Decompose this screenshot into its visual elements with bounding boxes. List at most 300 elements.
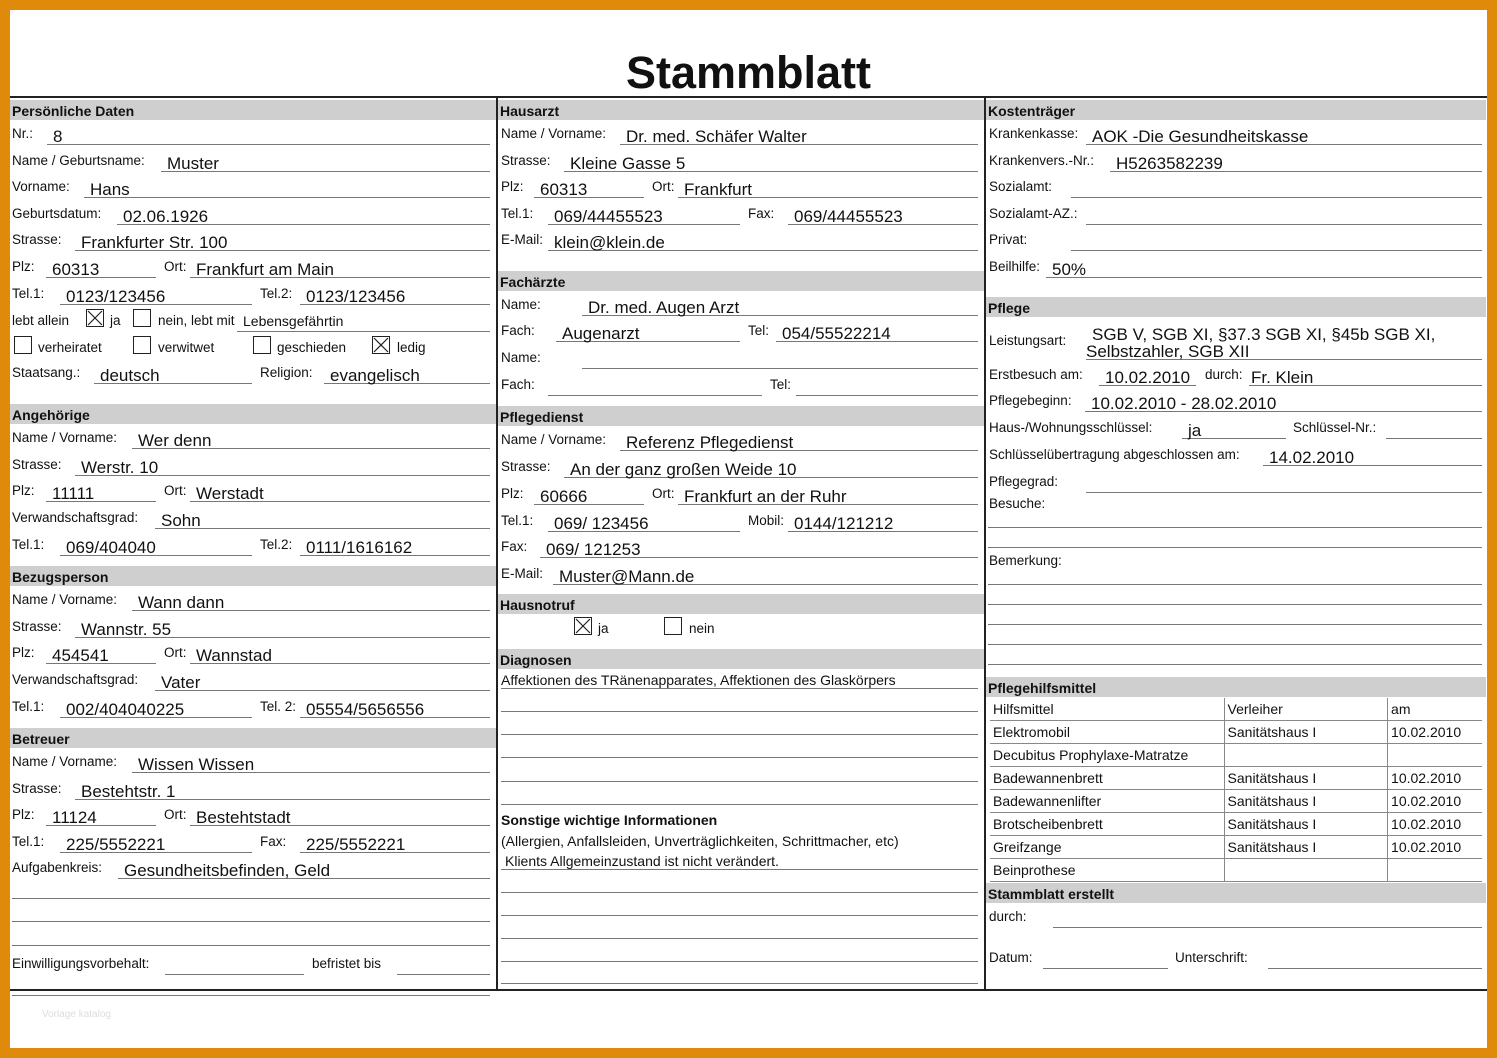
table-cell[interactable] bbox=[1388, 859, 1482, 882]
table-row bbox=[990, 767, 1482, 790]
row-fa-fach2-tel2 bbox=[498, 373, 984, 395]
ha-name-label: Name / Vorname: bbox=[501, 126, 607, 141]
grad-field[interactable] bbox=[1086, 470, 1482, 493]
bez-strasse-label: Strasse: bbox=[12, 619, 62, 634]
verwitwet-checkbox[interactable] bbox=[133, 336, 151, 354]
tel2-label: Tel.2: bbox=[260, 286, 293, 301]
pd-fax-label: Fax: bbox=[501, 539, 528, 554]
column-header: Verleiher bbox=[1224, 698, 1388, 721]
ja-checkbox[interactable] bbox=[86, 309, 104, 327]
row-fa-name bbox=[498, 293, 984, 315]
row-fa-name2 bbox=[498, 346, 984, 368]
diagnosen-line-1[interactable]: Affektionen des TRänenapparates, Affektionen des Glaskörpers bbox=[501, 666, 978, 689]
ha-name-field[interactable]: Dr. med. Schäfer Walter bbox=[620, 122, 978, 145]
x-mark-icon bbox=[575, 618, 591, 634]
erst-field[interactable]: 10.02.2010 bbox=[1099, 363, 1196, 386]
row-familienstand bbox=[10, 336, 496, 358]
ha-strasse-label: Strasse: bbox=[501, 153, 551, 168]
section-pflege-header: Pflege bbox=[986, 297, 1486, 317]
bemerkung-line-5[interactable] bbox=[988, 664, 1482, 665]
strasse-label: Strasse: bbox=[12, 232, 62, 247]
column-right bbox=[986, 97, 1486, 987]
nein-checkbox[interactable] bbox=[133, 309, 151, 327]
bez-ort-label: Ort: bbox=[164, 645, 187, 660]
bet-ort-label: Ort: bbox=[164, 807, 187, 822]
pd-email-label: E-Mail: bbox=[501, 566, 544, 581]
sozialamt-field[interactable] bbox=[1071, 175, 1482, 198]
bet-name-field[interactable]: Wissen Wissen bbox=[132, 750, 490, 773]
plz-field[interactable]: 60313 bbox=[46, 255, 156, 278]
row-fa-fach-tel bbox=[498, 319, 984, 341]
row-pd-email bbox=[498, 562, 984, 584]
pd-ort-label: Ort: bbox=[652, 486, 675, 501]
row-datum-unterschrift bbox=[986, 946, 1486, 968]
datum-label: Datum: bbox=[989, 950, 1033, 965]
pd-plz-label: Plz: bbox=[501, 486, 524, 501]
row-pflegegrad bbox=[986, 470, 1486, 492]
name-label: Name / Geburtsname: bbox=[12, 153, 145, 168]
beginn-field[interactable]: 10.02.2010 - 28.02.2010 bbox=[1085, 389, 1482, 412]
strasse-field[interactable]: Frankfurter Str. 100 bbox=[75, 228, 490, 251]
besuche-line-2[interactable] bbox=[988, 547, 1482, 548]
section-kosten-header: Kostenträger bbox=[986, 100, 1486, 120]
geschieden-label: geschieden bbox=[277, 340, 347, 355]
row-ha-tel-fax bbox=[498, 202, 984, 224]
verheiratet-checkbox[interactable] bbox=[14, 336, 32, 354]
bez-strasse-field[interactable]: Wannstr. 55 bbox=[75, 615, 490, 638]
table-cell[interactable]: Sanitätshaus I bbox=[1224, 721, 1388, 744]
fa-name2-field[interactable] bbox=[582, 346, 978, 369]
column-middle bbox=[498, 97, 984, 987]
sonstige-line-5[interactable] bbox=[501, 961, 978, 962]
table-row bbox=[990, 744, 1482, 767]
bet-plz-field[interactable]: 11124 bbox=[46, 803, 156, 826]
row-ha-plz-ort bbox=[498, 175, 984, 197]
ha-email-label: E-Mail: bbox=[501, 232, 544, 247]
section-diagnosen-header: Diagnosen bbox=[498, 649, 984, 669]
ha-plz-label: Plz: bbox=[501, 179, 524, 194]
ha-tel1-label: Tel.1: bbox=[501, 206, 534, 221]
schluessel-label: Haus-/Wohnungsschlüssel: bbox=[989, 420, 1153, 435]
bez-tel2-label: Tel. 2: bbox=[260, 699, 297, 714]
beihilfe-field[interactable]: 50% bbox=[1046, 255, 1482, 278]
row-bet-plz-ort bbox=[10, 803, 496, 825]
staat-label: Staatsang.: bbox=[12, 365, 81, 380]
ha-fax-label: Fax: bbox=[748, 206, 775, 221]
uebertrag-label: Schlüsselübertragung abgeschlossen am: bbox=[989, 447, 1240, 462]
religion-label: Religion: bbox=[260, 365, 313, 380]
bet-name-label: Name / Vorname: bbox=[12, 754, 118, 769]
bet-tel1-label: Tel.1: bbox=[12, 834, 45, 849]
table-cell[interactable]: Greifzange bbox=[990, 836, 1224, 859]
row-bet-aufgaben bbox=[10, 856, 496, 878]
privat-label: Privat: bbox=[989, 232, 1028, 247]
beginn-label: Pflegebeginn: bbox=[989, 393, 1072, 408]
page-title: Stammblatt bbox=[625, 47, 872, 98]
section-bezug-header: Bezugsperson bbox=[10, 566, 496, 586]
bez-plz-label: Plz: bbox=[12, 645, 35, 660]
erstellt-durch-field[interactable] bbox=[1053, 905, 1482, 928]
row-ang-strasse bbox=[10, 453, 496, 475]
tel1-field[interactable]: 0123/123456 bbox=[60, 282, 252, 305]
einw-field[interactable] bbox=[165, 952, 304, 975]
pd-fax-field[interactable]: 069/ 121253 bbox=[540, 535, 978, 558]
sonstige-line-1[interactable]: Klients Allgemeinzustand ist nicht verändert. bbox=[501, 847, 978, 870]
table-row bbox=[990, 836, 1482, 859]
table-header-row bbox=[990, 698, 1482, 721]
leistung-field[interactable]: SGB V, SGB XI, §37.3 SGB XI, §45b SGB XI, Selbstzahler, SGB XII bbox=[1086, 337, 1482, 360]
table-row bbox=[990, 813, 1482, 836]
kk-field[interactable]: AOK -Die Gesundheitskasse bbox=[1086, 122, 1482, 145]
row-nr bbox=[10, 122, 496, 144]
ledig-checkbox[interactable] bbox=[372, 336, 390, 354]
betreuer-bottom-line bbox=[12, 995, 490, 996]
kv-nr-label: Krankenvers.-Nr.: bbox=[989, 153, 1095, 168]
column-header: Hilfsmittel bbox=[990, 698, 1224, 721]
ang-tel2-field[interactable]: 0111/1616162 bbox=[300, 533, 490, 556]
ang-tel1-field[interactable]: 069/404040 bbox=[60, 533, 252, 556]
row-bez-strasse bbox=[10, 615, 496, 637]
tel2-field[interactable]: 0123/123456 bbox=[300, 282, 490, 305]
section-pflegedienst-header: Pflegedienst bbox=[498, 406, 984, 426]
row-pd-plz-ort bbox=[498, 482, 984, 504]
x-mark-icon bbox=[87, 310, 103, 326]
religion-field[interactable]: evangelisch bbox=[324, 361, 490, 384]
fa-tel2-label: Tel: bbox=[770, 377, 792, 392]
table-cell[interactable]: Badewannenbrett bbox=[990, 767, 1224, 790]
table-cell[interactable]: Sanitätshaus I bbox=[1224, 836, 1388, 859]
pd-mobil-field[interactable]: 0144/121212 bbox=[788, 509, 978, 532]
bez-tel1-label: Tel.1: bbox=[12, 699, 45, 714]
row-kk bbox=[986, 122, 1486, 144]
ha-ort-field[interactable]: Frankfurt bbox=[678, 175, 978, 198]
bez-ort-field[interactable]: Wannstad bbox=[190, 641, 490, 664]
uebertrag-field[interactable]: 14.02.2010 bbox=[1263, 443, 1482, 466]
az-label: Sozialamt-AZ.: bbox=[989, 206, 1078, 221]
section-betreuer-header: Betreuer bbox=[10, 728, 496, 748]
diagnosen-line-2[interactable] bbox=[501, 711, 978, 712]
row-ang-plz-ort bbox=[10, 479, 496, 501]
privat-field[interactable] bbox=[1071, 228, 1482, 251]
hausnotruf-ja-checkbox[interactable] bbox=[574, 617, 592, 635]
grad-label: Pflegegrad: bbox=[989, 474, 1059, 489]
table-row bbox=[990, 721, 1482, 744]
bet-plz-label: Plz: bbox=[12, 807, 35, 822]
bemerkung-line-2[interactable] bbox=[988, 604, 1482, 605]
erst-label: Erstbesuch am: bbox=[989, 367, 1083, 382]
schluessel-field[interactable]: ja bbox=[1182, 416, 1286, 439]
beihilfe-label: Beilhilfe: bbox=[989, 259, 1041, 274]
ang-name-label: Name / Vorname: bbox=[12, 430, 118, 445]
row-tel bbox=[10, 282, 496, 304]
table-cell[interactable]: 10.02.2010 bbox=[1388, 790, 1482, 813]
row-bez-plz-ort bbox=[10, 641, 496, 663]
bet-strasse-field[interactable]: Bestehtstr. 1 bbox=[75, 777, 490, 800]
ang-strasse-label: Strasse: bbox=[12, 457, 62, 472]
aufgaben-line-2[interactable] bbox=[12, 898, 490, 899]
ort-label: Ort: bbox=[164, 259, 187, 274]
watermark: Vorlage katalog bbox=[42, 1009, 111, 1020]
section-hausnotruf-header: Hausnotruf bbox=[498, 594, 984, 614]
geschieden-checkbox[interactable] bbox=[253, 336, 271, 354]
row-pd-name bbox=[498, 428, 984, 450]
column-left bbox=[10, 97, 496, 987]
row-bez-name bbox=[10, 588, 496, 610]
befristet-field[interactable] bbox=[397, 952, 490, 975]
table-cell[interactable]: Decubitus Prophylaxe-Matratze bbox=[990, 744, 1224, 767]
fa-tel-label: Tel: bbox=[748, 323, 770, 338]
table-cell[interactable]: Sanitätshaus I bbox=[1224, 790, 1388, 813]
row-geburtsdatum bbox=[10, 202, 496, 224]
aufgaben-line-4[interactable] bbox=[12, 945, 490, 946]
fa-name-label: Name: bbox=[501, 297, 541, 312]
nr-field[interactable]: 8 bbox=[47, 122, 490, 145]
befristet-label: befristet bis bbox=[312, 956, 382, 971]
row-pflegebeginn bbox=[986, 389, 1486, 411]
row-ang-grad bbox=[10, 506, 496, 528]
sozialamt-label: Sozialamt: bbox=[989, 179, 1053, 194]
ang-ort-label: Ort: bbox=[164, 483, 187, 498]
table-cell[interactable]: 10.02.2010 bbox=[1388, 721, 1482, 744]
sonstige-line-2[interactable] bbox=[501, 892, 978, 893]
fa-name2-label: Name: bbox=[501, 350, 541, 365]
bemerkung-line-3[interactable] bbox=[988, 624, 1482, 625]
column-header: am bbox=[1388, 698, 1482, 721]
pd-strasse-field[interactable]: An der ganz großen Weide 10 bbox=[564, 455, 978, 478]
fa-tel-field[interactable]: 054/55522214 bbox=[776, 319, 978, 342]
einw-label: Einwilligungsvorbehalt: bbox=[12, 956, 150, 971]
kk-label: Krankenkasse: bbox=[989, 126, 1079, 141]
row-bet-name bbox=[10, 750, 496, 772]
row-ang-tel bbox=[10, 533, 496, 555]
sonstige-line-4[interactable] bbox=[501, 938, 978, 939]
kv-nr-field[interactable]: H5263582239 bbox=[1110, 149, 1482, 172]
diagnosen-line-3[interactable] bbox=[501, 734, 978, 735]
row-ha-email bbox=[498, 228, 984, 250]
hausnotruf-nein-label: nein bbox=[689, 621, 715, 636]
row-einwilligung bbox=[10, 952, 496, 974]
bet-fax-field[interactable]: 225/5552221 bbox=[300, 830, 490, 853]
row-erstbesuch bbox=[986, 363, 1486, 385]
ang-grad-field[interactable]: Sohn bbox=[155, 506, 490, 529]
row-uebertragung bbox=[986, 443, 1486, 465]
pd-tel1-field[interactable]: 069/ 123456 bbox=[548, 509, 740, 532]
row-schluessel bbox=[986, 416, 1486, 438]
row-sozialamt bbox=[986, 175, 1486, 197]
pd-strasse-label: Strasse: bbox=[501, 459, 551, 474]
row-pd-strasse bbox=[498, 455, 984, 477]
nein-label: nein, lebt mit bbox=[158, 313, 235, 328]
row-ha-name bbox=[498, 122, 984, 144]
bemerkung-label: Bemerkung: bbox=[989, 553, 1062, 568]
pd-mobil-label: Mobil: bbox=[748, 513, 785, 528]
fa-name-field[interactable]: Dr. med. Augen Arzt bbox=[582, 293, 978, 316]
datum-field[interactable] bbox=[1043, 946, 1168, 969]
table-cell[interactable]: Sanitätshaus I bbox=[1224, 813, 1388, 836]
durch-field[interactable]: Fr. Klein bbox=[1249, 363, 1482, 386]
row-ha-strasse bbox=[498, 149, 984, 171]
besuche-line-1[interactable] bbox=[988, 527, 1482, 528]
row-plz-ort bbox=[10, 255, 496, 277]
fa-fach-label: Fach: bbox=[501, 323, 535, 338]
ang-plz-field[interactable]: 11111 bbox=[46, 479, 156, 502]
table-cell[interactable]: 10.02.2010 bbox=[1388, 813, 1482, 836]
fa-fach2-label: Fach: bbox=[501, 377, 535, 392]
sonstige-line-3[interactable] bbox=[501, 915, 978, 916]
aufgaben-line-3[interactable] bbox=[12, 921, 490, 922]
sonstige-header: Sonstige wichtige Informationen bbox=[501, 812, 718, 828]
bemerkung-line-1[interactable] bbox=[988, 584, 1482, 585]
row-sozialamt-az bbox=[986, 202, 1486, 224]
fa-fach2-field[interactable] bbox=[548, 373, 762, 396]
ha-tel1-field[interactable]: 069/44455523 bbox=[548, 202, 740, 225]
row-ang-name bbox=[10, 426, 496, 448]
ja-label: ja bbox=[110, 313, 121, 328]
bez-tel1-field[interactable]: 002/404040225 bbox=[60, 695, 252, 718]
snr-label: Schlüssel-Nr.: bbox=[1293, 420, 1377, 435]
section-personal-header: Persönliche Daten bbox=[10, 100, 496, 120]
verheiratet-label: verheiratet bbox=[38, 340, 102, 355]
allein-label: lebt allein bbox=[12, 313, 70, 328]
table-cell[interactable]: Badewannenlifter bbox=[990, 790, 1224, 813]
pd-name-field[interactable]: Referenz Pflegedienst bbox=[620, 428, 978, 451]
sonstige-line-6[interactable] bbox=[501, 983, 978, 984]
table-row bbox=[990, 790, 1482, 813]
ha-strasse-field[interactable]: Kleine Gasse 5 bbox=[564, 149, 978, 172]
leistung-label: Leistungsart: bbox=[989, 333, 1067, 348]
diagnosen-line-4[interactable] bbox=[501, 757, 978, 758]
row-beihilfe bbox=[986, 255, 1486, 277]
pd-tel1-label: Tel.1: bbox=[501, 513, 534, 528]
unterschrift-field[interactable] bbox=[1268, 946, 1482, 969]
bez-tel2-field[interactable]: 05554/5656556 bbox=[300, 695, 490, 718]
aufgaben-label: Aufgabenkreis: bbox=[12, 860, 103, 875]
row-bez-tel bbox=[10, 695, 496, 717]
row-strasse bbox=[10, 228, 496, 250]
section-hilfsmittel-header: Pflegehilfsmittel bbox=[986, 677, 1486, 697]
hausnotruf-nein-checkbox[interactable] bbox=[664, 617, 682, 635]
staat-field[interactable]: deutsch bbox=[94, 361, 252, 384]
fa-tel2-field[interactable] bbox=[796, 373, 978, 396]
lebt-mit-field[interactable]: Lebensgefährtin bbox=[237, 309, 490, 332]
ang-tel1-label: Tel.1: bbox=[12, 537, 45, 552]
geb-field[interactable]: 02.06.1926 bbox=[117, 202, 490, 225]
vorname-label: Vorname: bbox=[12, 179, 70, 194]
bet-tel1-field[interactable]: 225/5552221 bbox=[60, 830, 252, 853]
row-staat-religion bbox=[10, 361, 496, 383]
row-lebt-allein bbox=[10, 309, 496, 331]
table-cell[interactable]: 10.02.2010 bbox=[1388, 836, 1482, 859]
row-bez-grad bbox=[10, 668, 496, 690]
hilfsmittel-table bbox=[990, 698, 1482, 882]
pd-email-field[interactable]: Muster@Mann.de bbox=[553, 562, 978, 585]
row-name bbox=[10, 149, 496, 171]
x-mark-icon bbox=[373, 337, 389, 353]
ang-ort-field[interactable]: Werstadt bbox=[190, 479, 490, 502]
ledig-label: ledig bbox=[397, 340, 426, 355]
besuche-label: Besuche: bbox=[989, 496, 1046, 511]
bez-name-label: Name / Vorname: bbox=[12, 592, 118, 607]
section-hausarzt-header: Hausarzt bbox=[498, 100, 984, 120]
bez-grad-field[interactable]: Vater bbox=[155, 668, 490, 691]
nr-label: Nr.: bbox=[12, 126, 34, 141]
ang-grad-label: Verwandschaftsgrad: bbox=[12, 510, 139, 525]
bemerkung-line-4[interactable] bbox=[988, 644, 1482, 645]
plz-label: Plz: bbox=[12, 259, 35, 274]
unterschrift-label: Unterschrift: bbox=[1175, 950, 1248, 965]
bez-name-field[interactable]: Wann dann bbox=[132, 588, 490, 611]
table-cell[interactable]: Brotscheibenbrett bbox=[990, 813, 1224, 836]
row-privat bbox=[986, 228, 1486, 250]
tel1-label: Tel.1: bbox=[12, 286, 45, 301]
bottom-rule bbox=[10, 989, 1487, 991]
row-bet-tel-fax bbox=[10, 830, 496, 852]
section-angehoerige-header: Angehörige bbox=[10, 404, 496, 424]
pd-plz-field[interactable]: 60666 bbox=[534, 482, 644, 505]
durch-label: durch: bbox=[1205, 367, 1243, 382]
row-bet-strasse bbox=[10, 777, 496, 799]
ha-plz-field[interactable]: 60313 bbox=[534, 175, 644, 198]
vorname-field[interactable]: Hans bbox=[84, 175, 490, 198]
row-erstellt-durch bbox=[986, 905, 1486, 927]
table-cell[interactable]: Elektromobil bbox=[990, 721, 1224, 744]
fa-fach-field[interactable]: Augenarzt bbox=[556, 319, 740, 342]
row-pd-fax bbox=[498, 535, 984, 557]
az-field[interactable] bbox=[1086, 202, 1482, 225]
snr-field[interactable] bbox=[1386, 416, 1482, 439]
bet-fax-label: Fax: bbox=[260, 834, 287, 849]
ang-tel2-label: Tel.2: bbox=[260, 537, 293, 552]
erstellt-durch-label: durch: bbox=[989, 909, 1027, 924]
ha-email-field[interactable]: klein@klein.de bbox=[548, 228, 978, 251]
row-pd-tel-mobil bbox=[498, 509, 984, 531]
section-fachaerzte-header: Fachärzte bbox=[498, 271, 984, 291]
ang-strasse-field[interactable]: Werstr. 10 bbox=[75, 453, 490, 476]
row-kv-nr bbox=[986, 149, 1486, 171]
ort-field[interactable]: Frankfurt am Main bbox=[190, 255, 490, 278]
verwitwet-label: verwitwet bbox=[158, 340, 215, 355]
row-hausnotruf bbox=[498, 617, 984, 639]
table-cell[interactable]: Beinprothese bbox=[990, 859, 1224, 882]
bet-ort-field[interactable]: Bestehtstadt bbox=[190, 803, 490, 826]
diagnosen-line-6[interactable] bbox=[501, 804, 978, 805]
table-cell[interactable]: Sanitätshaus I bbox=[1224, 767, 1388, 790]
name-field[interactable]: Muster bbox=[161, 149, 490, 172]
bez-plz-field[interactable]: 454541 bbox=[46, 641, 156, 664]
pd-name-label: Name / Vorname: bbox=[501, 432, 607, 447]
table-row bbox=[990, 859, 1482, 882]
diagnosen-line-5[interactable] bbox=[501, 781, 978, 782]
ang-name-field[interactable]: Wer denn bbox=[132, 426, 490, 449]
geb-label: Geburtsdatum: bbox=[12, 206, 102, 221]
section-erstellt-header: Stammblatt erstellt bbox=[986, 883, 1486, 903]
table-cell[interactable] bbox=[1224, 744, 1388, 767]
table-cell[interactable] bbox=[1388, 744, 1482, 767]
ha-ort-label: Ort: bbox=[652, 179, 675, 194]
form-sheet bbox=[10, 10, 1487, 1048]
pd-ort-field[interactable]: Frankfurt an der Ruhr bbox=[678, 482, 978, 505]
table-cell[interactable] bbox=[1224, 859, 1388, 882]
row-vorname bbox=[10, 175, 496, 197]
ha-fax-field[interactable]: 069/44455523 bbox=[788, 202, 978, 225]
hausnotruf-ja-label: ja bbox=[598, 621, 609, 636]
ang-plz-label: Plz: bbox=[12, 483, 35, 498]
sonstige-hint: (Allergien, Anfallsleiden, Unverträglichkeiten, Schrittmacher, etc) bbox=[501, 833, 899, 849]
bez-grad-label: Verwandschaftsgrad: bbox=[12, 672, 139, 687]
bet-strasse-label: Strasse: bbox=[12, 781, 62, 796]
aufgaben-field[interactable]: Gesundheitsbefinden, Geld bbox=[118, 856, 490, 879]
table-cell[interactable]: 10.02.2010 bbox=[1388, 767, 1482, 790]
